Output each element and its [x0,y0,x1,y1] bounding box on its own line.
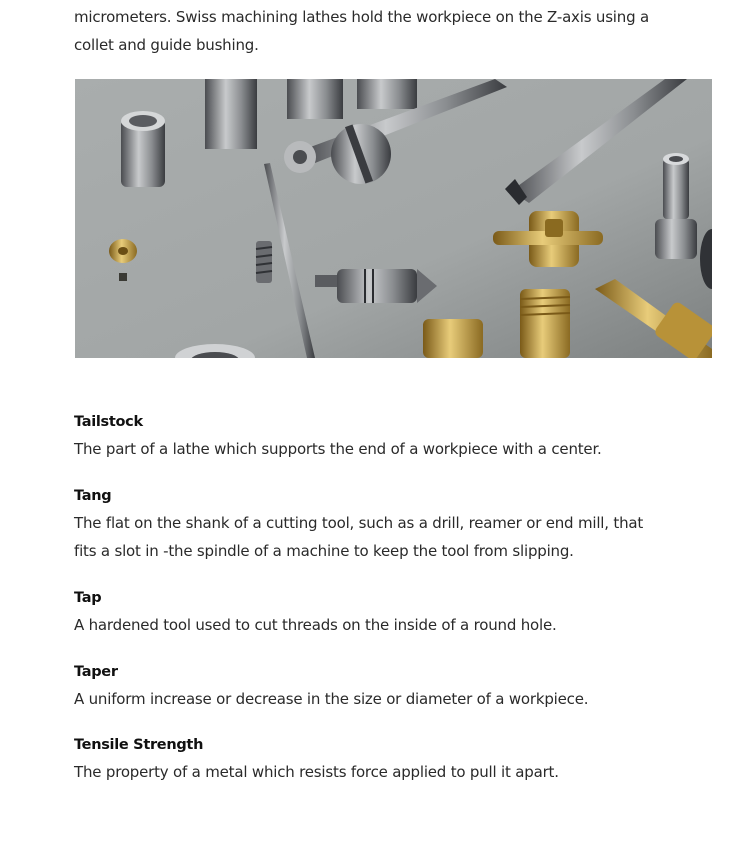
machined-parts-photo [75,79,712,358]
term-title: Tang [74,488,112,504]
glossary-entry-tap [74,585,714,639]
parts-illustration [75,79,712,358]
intro-paragraph [74,0,714,59]
glossary-list [74,409,714,808]
term-definition: A hardened tool used to cut threads on the inside of a round hole. [74,616,557,634]
term-definition: The part of a lathe which supports the end of a workpiece with a center. [74,440,602,458]
term-title: Tap [74,590,102,606]
term-definition: The property of a metal which resists force applied to pull it apart. [74,763,559,781]
term-definition: The flat on the shank of a cutting tool, such as a drill, reamer or end mill, that fits a slot in -the spindle of a machine to keep the tool from slipping. [74,514,644,560]
intro-line-2: collet and guide bushing. [74,36,259,54]
glossary-entry-tang [74,483,714,565]
term-title: Taper [74,664,118,680]
glossary-entry-tailstock [74,409,714,463]
intro-text [74,3,714,59]
term-title: Tailstock [74,414,143,430]
glossary-entry-tensile-strength [74,732,714,786]
term-definition: A uniform increase or decrease in the size or diameter of a workpiece. [74,690,589,708]
intro-line-1: micrometers. Swiss machining lathes hold the workpiece on the Z-axis using a [74,8,649,26]
glossary-entry-taper [74,659,714,713]
term-title: Tensile Strength [74,737,204,753]
